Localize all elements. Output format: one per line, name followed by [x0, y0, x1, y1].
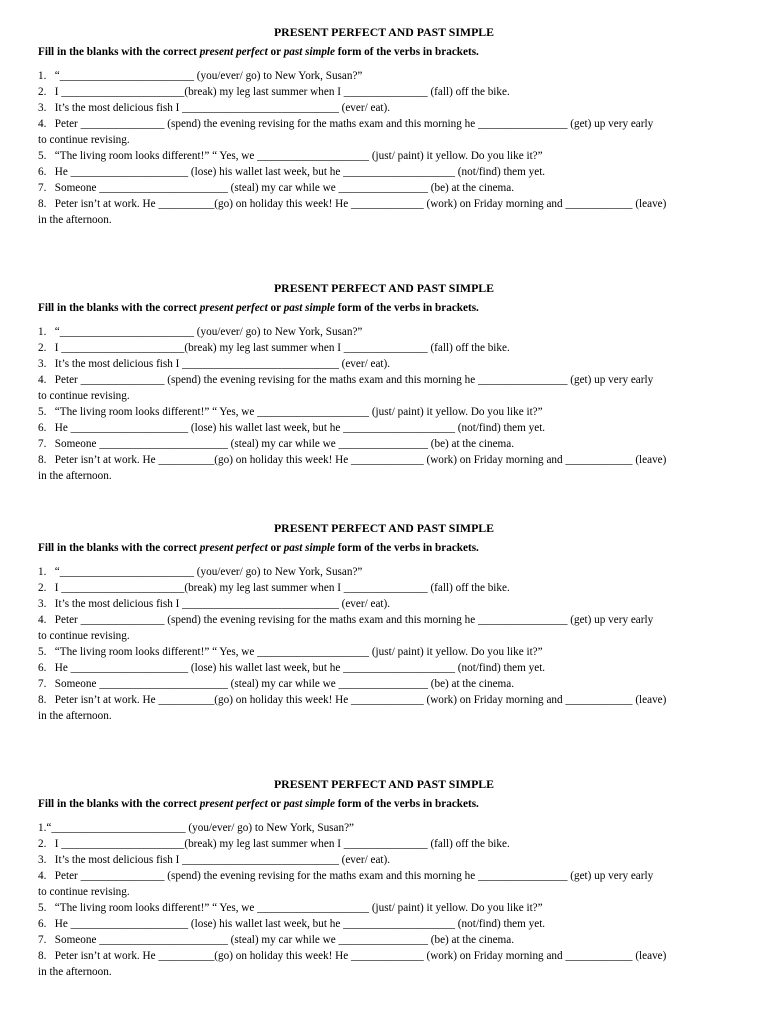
question-8: 8. Peter isn’t at work. He __________(go) on holiday this week! He _____________ (work) on Friday morning and ____________ (leave) in the afternoon.	[38, 694, 667, 722]
question-2: 2. I ______________________(break) my leg last summer when I _______________ (fall) off the bike.	[38, 86, 510, 98]
question-7: 7. Someone _______________________ (steal) my car while we ________________ (be) at the cinema.	[38, 934, 514, 946]
worksheet-title: PRESENT PERFECT AND PAST SIMPLE	[273, 777, 495, 791]
worksheet-4	[38, 776, 730, 980]
question-3: 3. It’s the most delicious fish I ____________________________ (ever/ eat).	[38, 102, 391, 114]
question-6: 6. He _____________________ (lose) his wallet last week, but he ____________________ (not/find) them yet.	[38, 662, 546, 674]
question-1: 1.“________________________ (you/ever/ go) to New York, Susan?”	[38, 822, 355, 834]
worksheet-instructions: Fill in the blanks with the correct present perfect or past simple form of the verbs in brackets.	[38, 798, 479, 810]
worksheet-instructions: Fill in the blanks with the correct present perfect or past simple form of the verbs in brackets.	[38, 46, 479, 58]
question-8: 8. Peter isn’t at work. He __________(go) on holiday this week! He _____________ (work) on Friday morning and ____________ (leave) in the afternoon.	[38, 198, 667, 226]
worksheet-instructions: Fill in the blanks with the correct present perfect or past simple form of the verbs in brackets.	[38, 542, 479, 554]
question-4: 4. Peter _______________ (spend) the evening revising for the maths exam and this morning he ________________ (get) up very early to continue revising.	[38, 870, 654, 898]
question-8: 8. Peter isn’t at work. He __________(go) on holiday this week! He _____________ (work) on Friday morning and ____________ (leave) in the afternoon.	[38, 454, 667, 482]
worksheet-instructions: Fill in the blanks with the correct present perfect or past simple form of the verbs in brackets.	[38, 302, 479, 314]
question-2: 2. I ______________________(break) my leg last summer when I _______________ (fall) off the bike.	[38, 582, 510, 594]
question-3: 3. It’s the most delicious fish I ____________________________ (ever/ eat).	[38, 598, 391, 610]
question-5: 5. “The living room looks different!” “ Yes, we ____________________ (just/ paint) it yellow. Do you like it?”	[38, 150, 543, 162]
question-5: 5. “The living room looks different!” “ Yes, we ____________________ (just/ paint) it yellow. Do you like it?”	[38, 902, 543, 914]
question-8: 8. Peter isn’t at work. He __________(go) on holiday this week! He _____________ (work) on Friday morning and ____________ (leave) in the afternoon.	[38, 950, 667, 978]
question-2: 2. I ______________________(break) my leg last summer when I _______________ (fall) off the bike.	[38, 342, 510, 354]
question-5: 5. “The living room looks different!” “ Yes, we ____________________ (just/ paint) it yellow. Do you like it?”	[38, 646, 543, 658]
question-1: 1. “________________________ (you/ever/ go) to New York, Susan?”	[38, 566, 363, 578]
question-6: 6. He _____________________ (lose) his wallet last week, but he ____________________ (not/find) them yet.	[38, 918, 546, 930]
worksheet-title: PRESENT PERFECT AND PAST SIMPLE	[273, 25, 495, 39]
question-6: 6. He _____________________ (lose) his wallet last week, but he ____________________ (not/find) them yet.	[38, 422, 546, 434]
question-4: 4. Peter _______________ (spend) the evening revising for the maths exam and this morning he ________________ (get) up very early to continue revising.	[38, 374, 654, 402]
question-6: 6. He _____________________ (lose) his wallet last week, but he ____________________ (not/find) them yet.	[38, 166, 546, 178]
question-5: 5. “The living room looks different!” “ Yes, we ____________________ (just/ paint) it yellow. Do you like it?”	[38, 406, 543, 418]
question-1: 1. “________________________ (you/ever/ go) to New York, Susan?”	[38, 70, 363, 82]
question-1: 1. “________________________ (you/ever/ go) to New York, Susan?”	[38, 326, 363, 338]
question-7: 7. Someone _______________________ (steal) my car while we ________________ (be) at the cinema.	[38, 438, 514, 450]
question-2: 2. I ______________________(break) my leg last summer when I _______________ (fall) off the bike.	[38, 838, 510, 850]
worksheet-title: PRESENT PERFECT AND PAST SIMPLE	[273, 521, 495, 535]
worksheet-1	[38, 24, 730, 228]
question-7: 7. Someone _______________________ (steal) my car while we ________________ (be) at the cinema.	[38, 182, 514, 194]
question-4: 4. Peter _______________ (spend) the evening revising for the maths exam and this morning he ________________ (get) up very early to continue revising.	[38, 118, 654, 146]
worksheet-2	[38, 280, 730, 484]
worksheet-3	[38, 520, 730, 724]
question-4: 4. Peter _______________ (spend) the evening revising for the maths exam and this morning he ________________ (get) up very early to continue revising.	[38, 614, 654, 642]
question-3: 3. It’s the most delicious fish I ____________________________ (ever/ eat).	[38, 358, 391, 370]
worksheet-title: PRESENT PERFECT AND PAST SIMPLE	[273, 281, 495, 295]
question-3: 3. It’s the most delicious fish I ____________________________ (ever/ eat).	[38, 854, 391, 866]
question-7: 7. Someone _______________________ (steal) my car while we ________________ (be) at the cinema.	[38, 678, 514, 690]
